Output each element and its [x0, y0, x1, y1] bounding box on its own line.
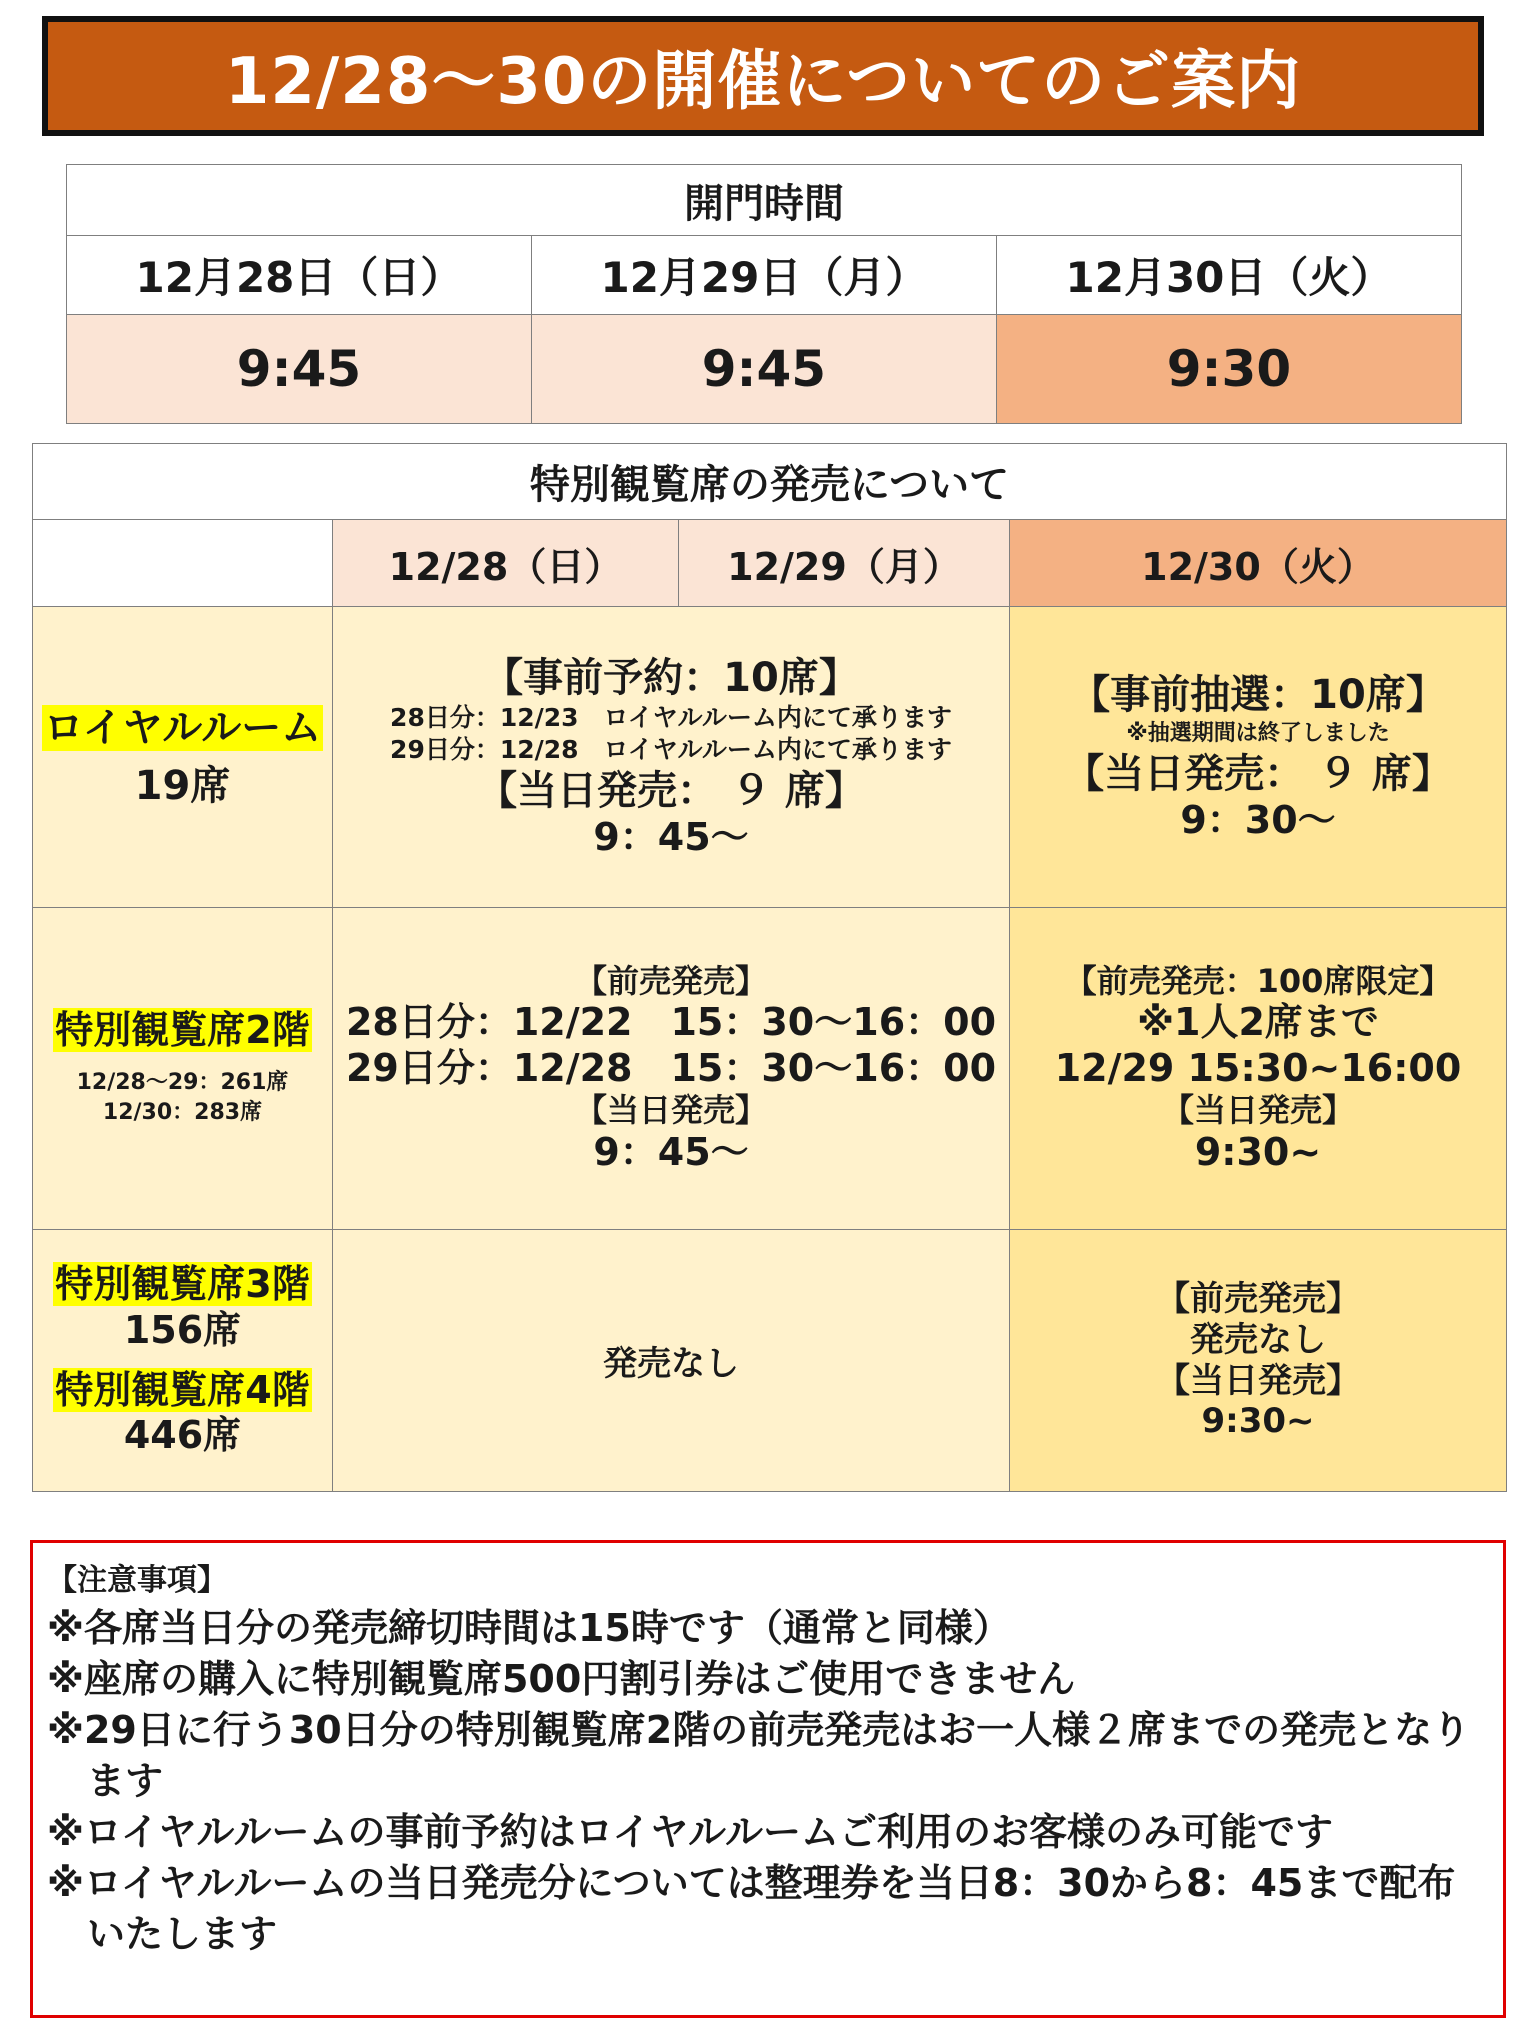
royal-same-day-sale: 【当日発売： ９ 席】 [477, 767, 865, 814]
seat-day-3: 12/30（火） [1010, 520, 1507, 607]
floor2-presale-limit: 【前売発売：100席限定】 [1064, 961, 1452, 1000]
gate-table-header: 開門時間 [67, 165, 1462, 236]
floor2-same-day-time-30: 9:30~ [1194, 1129, 1322, 1174]
floor34-same-day-label: 【当日発売】 [1156, 1360, 1360, 1401]
note-item: ※座席の購入に特別観覧席500円割引券はご使用できません [47, 1657, 1076, 1701]
seat-day-2: 12/29（月） [679, 520, 1010, 607]
floor2-presale-time-30: 12/29 15:30~16:00 [1054, 1045, 1462, 1090]
floor2-name: 特別観覧席2階 [55, 1007, 310, 1052]
royal-reservation-28: 28日分：12/23 ロイヤルルーム内にて承ります [390, 702, 952, 732]
floor4-count: 446席 [123, 1413, 242, 1458]
gate-day-1: 12月28日（日） [67, 236, 532, 315]
floor3-name: 特別観覧席3階 [55, 1262, 310, 1307]
gate-day-2: 12月29日（月） [531, 236, 996, 315]
seat-table-corner [33, 520, 333, 607]
royal-reservation-29: 29日分：12/28 ロイヤルルーム内にて承ります [390, 735, 952, 765]
floor34-2829-cell: 発売なし [333, 1230, 1010, 1492]
royal-same-day-time-30: 9：30～ [1180, 797, 1336, 842]
royal-room-name: ロイヤルルーム [43, 705, 322, 751]
floor2-same-day-label-30: 【当日発売】 [1162, 1091, 1355, 1130]
gate-day-3: 12月30日（火） [996, 236, 1461, 315]
floor2-same-day-time: 9：45～ [593, 1129, 749, 1174]
gate-time-1: 9:45 [67, 315, 532, 424]
floor34-presale-none: 発売なし [1190, 1319, 1326, 1360]
gate-time-3: 9:30 [996, 315, 1461, 424]
seat-day-1: 12/28（日） [333, 520, 679, 607]
note-item: ※ロイヤルルームの当日発売分については整理券を当日8：30から8：45まで配布いたします [47, 1861, 1456, 1956]
page-title-banner [42, 16, 1484, 136]
page-title: 12/28～30の開催についてのご案内 [224, 45, 1302, 119]
royal-same-day-time: 9：45～ [593, 814, 749, 859]
floor34-presale-label: 【前売発売】 [1156, 1278, 1360, 1319]
floor2-presale-28: 28日分：12/22 15：30～16：00 [345, 1000, 997, 1045]
royal-room-2829-cell [333, 607, 1010, 908]
floor2-2829-cell [333, 908, 1010, 1230]
floor2-presale-29: 29日分：12/28 15：30～16：00 [345, 1045, 997, 1090]
floor2-seats-30: 12/30：283席 [102, 1100, 263, 1126]
floor34-30-cell [1010, 1230, 1507, 1492]
gate-time-2: 9:45 [531, 315, 996, 424]
royal-same-day-sale-30: 【当日発売： ９ 席】 [1064, 750, 1452, 797]
royal-room-count: 19席 [134, 763, 231, 809]
royal-lottery-closed-note: ※抽選期間は終了しました [1126, 720, 1390, 746]
floor2-same-day-label: 【当日発売】 [574, 1091, 767, 1130]
royal-room-label-cell [33, 607, 333, 908]
note-item: ※29日に行う30日分の特別観覧席2階の前売発売はお一人様２席までの発売となります [47, 1708, 1471, 1803]
floor2-presale-label: 【前売発売】 [574, 961, 767, 1000]
floor3-count: 156席 [123, 1307, 242, 1352]
floor34-same-day-time: 9:30~ [1201, 1401, 1315, 1442]
floor4-name: 特別観覧席4階 [55, 1367, 310, 1412]
floor2-label-cell [33, 908, 333, 1230]
seat-table-header: 特別観覧席の発売について [33, 444, 1507, 520]
floor2-30-cell [1010, 908, 1507, 1230]
royal-advance-reservation: 【事前予約：10席】 [483, 654, 859, 701]
seat-sales-table [32, 443, 1507, 1492]
floor2-seats-2829: 12/28～29：261席 [76, 1069, 289, 1095]
notes-box [30, 1540, 1506, 2018]
note-item: ※ロイヤルルームの事前予約はロイヤルルームご利用のお客様のみ可能です [47, 1810, 1334, 1854]
floor2-per-person-limit: ※1人2席まで [1137, 1000, 1379, 1045]
note-item: ※各席当日分の発売締切時間は15時です（通常と同様） [47, 1606, 1011, 1650]
gate-time-table [66, 164, 1462, 424]
royal-advance-lottery: 【事前抽選：10席】 [1070, 671, 1446, 718]
floor34-label-cell [33, 1230, 333, 1492]
notes-header: 【注意事項】 [47, 1563, 227, 1598]
royal-room-30-cell [1010, 607, 1507, 908]
